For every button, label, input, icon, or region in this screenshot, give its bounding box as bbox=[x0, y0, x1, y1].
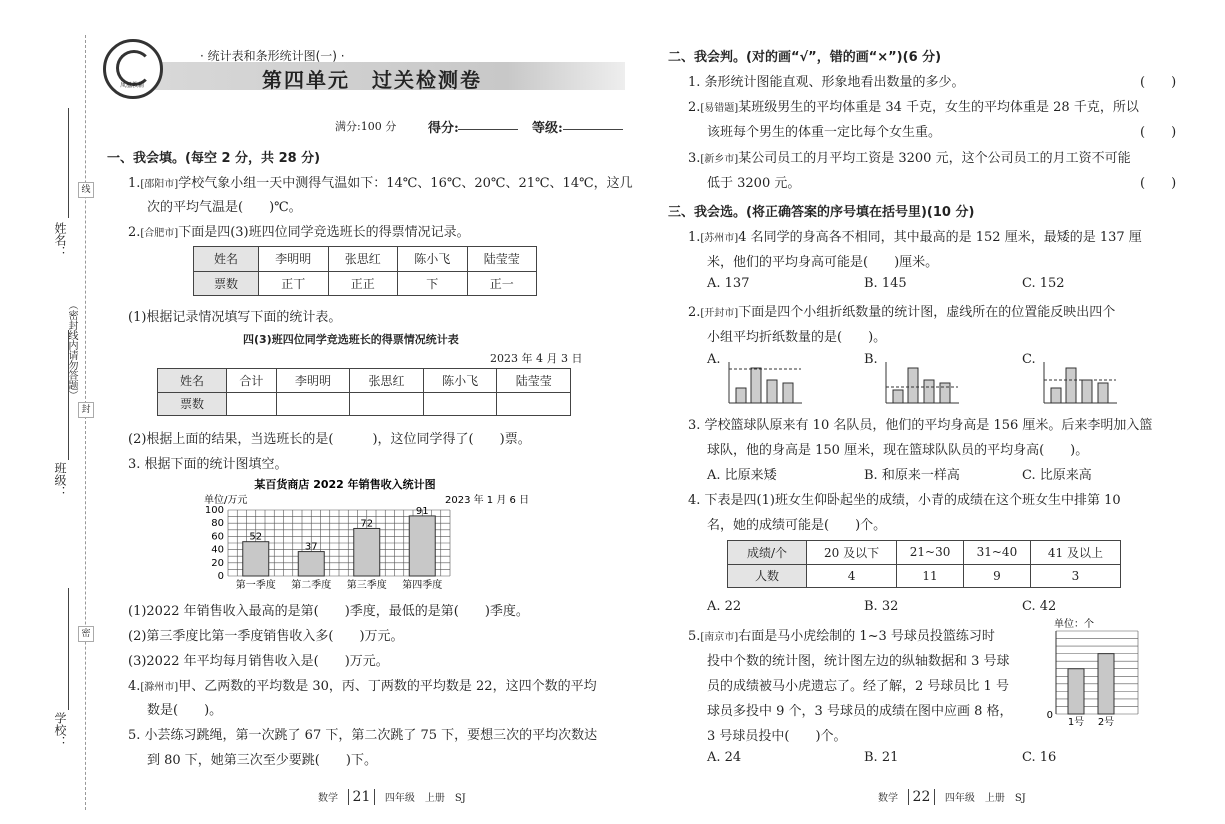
question-4 bbox=[128, 675, 597, 694]
q-text: 某公司员工的月平均工资是 3200 元，这个公司员工的月工资不可能 bbox=[738, 151, 1131, 166]
q-number: 2. bbox=[128, 225, 141, 240]
judge-2 bbox=[688, 96, 1139, 115]
score-field[interactable] bbox=[458, 115, 518, 130]
x-tick-label: 2号 bbox=[1097, 717, 1115, 728]
answer-cell[interactable] bbox=[497, 392, 571, 416]
vote-record-table bbox=[193, 246, 537, 296]
chart-unit: 单位/万元 bbox=[204, 495, 248, 506]
x-tick-label: 1号 bbox=[1067, 717, 1085, 728]
binding-dashed-line bbox=[85, 35, 86, 810]
bar-value-label: 72 bbox=[360, 518, 374, 530]
question-2-2: (2)根据上面的结果，当选班长的是( )，这位同学得了( )票。 bbox=[128, 432, 531, 447]
y-tick-label: 40 bbox=[211, 544, 224, 556]
bar-value-label: 91 bbox=[415, 505, 429, 517]
chart-date: 2023 年 1 月 6 日 bbox=[445, 495, 530, 506]
binding-mark: 封 bbox=[78, 402, 94, 418]
answer-cell[interactable] bbox=[423, 392, 497, 416]
question-2 bbox=[128, 221, 470, 240]
header-cell: 陆莹莹 bbox=[467, 247, 537, 272]
bar bbox=[1098, 654, 1114, 714]
situp-score-table bbox=[727, 540, 1121, 588]
header-cell: 张思红 bbox=[350, 369, 424, 393]
judge-2-cont: 该班每个男生的体重一定比每个女生重。 bbox=[707, 125, 942, 140]
class-label: 班级： bbox=[53, 462, 67, 498]
choice-1-cont: 米，他们的平均身高可能是( )厘米。 bbox=[707, 255, 939, 270]
stat-table-title: 四(3)班四位同学竞选班长的得票情况统计表 bbox=[243, 333, 459, 346]
option[interactable]: B. bbox=[864, 352, 878, 367]
binding-mark: 线 bbox=[78, 182, 94, 198]
header-cell: 李明明 bbox=[259, 247, 329, 272]
choice-4: 4. 下表是四(1)班女生仰卧起坐的成绩，小青的成绩在这个班女生中排第 10 bbox=[688, 493, 1121, 508]
x-tick-label: 第三季度 bbox=[346, 580, 387, 591]
chart-title: 某百货商店 2022 年销售收入统计图 bbox=[254, 478, 436, 491]
bar bbox=[1068, 669, 1084, 714]
y-tick-label: 0 bbox=[217, 571, 224, 582]
header-cell: 陈小飞 bbox=[398, 247, 468, 272]
score-label: 得分: bbox=[428, 121, 459, 136]
binding-mark: 密 bbox=[78, 626, 94, 642]
header-cell: 李明明 bbox=[276, 369, 350, 393]
section-2-heading: 二、我会判。(对的画“√”，错的画“×”)(6 分) bbox=[668, 50, 942, 65]
header-cell: 陈小飞 bbox=[423, 369, 497, 393]
option[interactable]: B. 21 bbox=[864, 750, 899, 765]
q-text: 下面是四(3)班四位同学竞选班长的得票情况记录。 bbox=[178, 225, 470, 240]
y-tick-label: 100 bbox=[204, 505, 224, 516]
count-cell: 11 bbox=[897, 564, 964, 588]
mini-bar bbox=[940, 383, 950, 403]
q-text: 下面是四个小组折纸数量的统计图，虚线所在的位置能反映出四个 bbox=[738, 305, 1116, 320]
question-4-cont: 数是( )。 bbox=[147, 703, 223, 718]
judge-3 bbox=[688, 147, 1131, 166]
q-text: 右面是马小虎绘制的 1~3 号球员投篮练习时 bbox=[738, 629, 995, 644]
tally-cell: 下 bbox=[398, 271, 468, 296]
unit-subtitle: · 统计表和条形统计图(一) · bbox=[200, 49, 345, 63]
question-1-cont: 次的平均气温是( )℃。 bbox=[147, 200, 302, 215]
source-tag: [新乡市] bbox=[700, 154, 739, 165]
school-label: 学校： bbox=[53, 712, 67, 748]
x-tick-label: 第四季度 bbox=[402, 580, 443, 591]
page-footer bbox=[878, 789, 1026, 805]
option[interactable]: A. 比原来矮 bbox=[707, 468, 777, 483]
choice-5-line4: 球员多投中 9 个，3 号球员的成绩在图中应画 8 格， bbox=[707, 704, 1013, 719]
mini-bar bbox=[783, 383, 793, 403]
mini-bar bbox=[924, 380, 934, 403]
choice-2 bbox=[688, 301, 1115, 320]
mini-chart-b[interactable] bbox=[884, 360, 959, 404]
bar bbox=[409, 516, 435, 576]
name-label: 姓名： bbox=[53, 222, 67, 258]
q-number: 1. bbox=[688, 230, 701, 245]
section-3-heading: 三、我会选。(将正确答案的序号填在括号里)(10 分) bbox=[668, 205, 975, 220]
source-tag: [易错题] bbox=[700, 103, 739, 114]
row-label: 票数 bbox=[158, 392, 227, 416]
bar bbox=[354, 528, 380, 576]
tally-cell: 正丅 bbox=[259, 271, 329, 296]
sales-chart bbox=[200, 475, 530, 593]
mini-chart-a[interactable] bbox=[727, 360, 802, 404]
mini-bar bbox=[908, 368, 918, 403]
header-cell: 姓名 bbox=[158, 369, 227, 393]
tally-cell: 正一 bbox=[467, 271, 537, 296]
bar-value-label: 52 bbox=[249, 531, 263, 543]
choice-5 bbox=[688, 625, 995, 644]
name-line bbox=[68, 108, 69, 218]
y-tick-label: 0 bbox=[1046, 710, 1053, 721]
mini-bar bbox=[1082, 380, 1092, 403]
header-cell: 21~30 bbox=[897, 541, 964, 565]
full-score: 满分:100 分 bbox=[335, 120, 397, 133]
section-1-heading: 一、我会填。(每空 2 分，共 28 分) bbox=[107, 151, 321, 166]
tally-cell: 正正 bbox=[328, 271, 398, 296]
count-cell: 3 bbox=[1030, 564, 1120, 588]
logo-text: 凤凰教辅 bbox=[120, 82, 145, 89]
school-line bbox=[68, 588, 69, 710]
question-1 bbox=[128, 172, 633, 191]
row-label: 人数 bbox=[728, 564, 807, 588]
mini-bar bbox=[893, 390, 903, 403]
header-cell: 41 及以上 bbox=[1030, 541, 1120, 565]
header-cell: 20 及以下 bbox=[807, 541, 897, 565]
q-text: 4 名同学的身高各不相同，其中最高的是 152 厘米，最矮的是 137 厘 bbox=[738, 230, 1142, 245]
q-number: 3. bbox=[688, 151, 701, 166]
judge-3-cont: 低于 3200 元。 bbox=[707, 176, 801, 191]
page-title: 第四单元 过关检测卷 bbox=[262, 68, 482, 92]
question-3: 3. 根据下面的统计图填空。 bbox=[128, 457, 288, 472]
mini-bar bbox=[1066, 368, 1076, 403]
q-number: 2. bbox=[688, 305, 701, 320]
mini-chart-c[interactable] bbox=[1042, 360, 1117, 404]
source-tag: [邵阳市] bbox=[140, 179, 179, 190]
answer-cell[interactable] bbox=[350, 392, 424, 416]
option[interactable]: B. 和原来一样高 bbox=[864, 468, 960, 483]
seal-note: （密封线内请勿答题） bbox=[66, 300, 77, 400]
chart-unit: 单位：个 bbox=[1054, 619, 1094, 630]
bar-value-label: 37 bbox=[304, 541, 318, 553]
header-cell: 陆莹莹 bbox=[497, 369, 571, 393]
option[interactable]: A. 22 bbox=[707, 599, 742, 614]
header-cell: 合计 bbox=[227, 369, 277, 393]
x-tick-label: 第二季度 bbox=[291, 580, 332, 591]
question-2-1: (1)根据记录情况填写下面的统计表。 bbox=[128, 310, 342, 325]
q-text: 学校气象小组一天中测得气温如下：14℃、16℃、20℃、21℃、14℃，这几 bbox=[178, 176, 633, 191]
answer-cell[interactable] bbox=[276, 392, 350, 416]
option[interactable]: C. 152 bbox=[1022, 276, 1065, 291]
choice-5-line3: 员的成绩被马小虎遗忘了。经了解，2 号球员比 1 号 bbox=[707, 679, 1009, 694]
grade-label: 等级: bbox=[532, 121, 563, 136]
page-number: 21 bbox=[348, 789, 376, 805]
footer-grade: 四年级 上册 SJ bbox=[384, 793, 466, 804]
q-text: 甲、乙两数的平均数是 30，丙、丁两数的平均数是 22，这四个数的平均 bbox=[178, 679, 597, 694]
question-5: 5. 小芸练习跳绳，第一次跳了 67 下，第二次跳了 75 下，要想三次的平均次数达 bbox=[128, 728, 598, 743]
option[interactable]: C. bbox=[1022, 352, 1036, 367]
footer-grade: 四年级 上册 SJ bbox=[944, 793, 1026, 804]
publisher-logo bbox=[103, 39, 163, 99]
header-cell: 成绩/个 bbox=[728, 541, 807, 565]
option[interactable]: C. 42 bbox=[1022, 599, 1057, 614]
y-tick-label: 80 bbox=[211, 518, 224, 530]
answer-paren[interactable]: ( ) bbox=[1140, 75, 1177, 90]
row-label: 票数 bbox=[194, 271, 259, 296]
choice-5-line5: 3 号球员投中( )个。 bbox=[707, 729, 847, 744]
q-number: 2. bbox=[688, 100, 701, 115]
count-cell: 9 bbox=[963, 564, 1030, 588]
source-tag: [南京市] bbox=[700, 632, 739, 643]
grade-field[interactable] bbox=[563, 115, 623, 130]
mini-bar bbox=[736, 388, 746, 403]
bar bbox=[298, 552, 324, 576]
mini-bar bbox=[751, 368, 761, 403]
mini-bar bbox=[1051, 388, 1061, 403]
answer-paren[interactable]: ( ) bbox=[1140, 125, 1177, 140]
y-tick-label: 20 bbox=[211, 557, 224, 569]
header-cell: 张思红 bbox=[328, 247, 398, 272]
option[interactable]: A. bbox=[707, 352, 721, 367]
option[interactable]: A. 137 bbox=[707, 276, 750, 291]
choice-4-cont: 名，她的成绩可能是( )个。 bbox=[707, 518, 887, 533]
footer-subject: 数学 bbox=[878, 793, 898, 804]
choice-2-cont: 小组平均折纸数量的是( )。 bbox=[707, 330, 887, 345]
x-tick-label: 第一季度 bbox=[235, 580, 276, 591]
choice-5-line2: 投中个数的统计图，统计图左边的纵轴数据和 3 号球 bbox=[707, 654, 1010, 669]
option[interactable]: B. 145 bbox=[864, 276, 907, 291]
source-tag: [苏州市] bbox=[700, 233, 739, 244]
option[interactable]: C. 比原来高 bbox=[1022, 468, 1092, 483]
footer-subject: 数学 bbox=[318, 793, 338, 804]
header-cell: 31~40 bbox=[963, 541, 1030, 565]
option[interactable]: A. 24 bbox=[707, 750, 742, 765]
class-line bbox=[68, 330, 69, 460]
bar bbox=[243, 542, 269, 576]
source-tag: [合肥市] bbox=[140, 228, 179, 239]
question-5-cont: 到 80 下，她第三次至少要跳( )下。 bbox=[147, 753, 377, 768]
player-chart bbox=[1040, 617, 1140, 729]
judge-1: 1. 条形统计图能直观、形象地看出数量的多少。 bbox=[688, 75, 965, 90]
header-cell: 姓名 bbox=[194, 247, 259, 272]
source-tag: [开封市] bbox=[700, 308, 739, 319]
y-tick-label: 60 bbox=[211, 531, 224, 543]
stat-table-date: 2023 年 4 月 3 日 bbox=[490, 352, 583, 365]
answer-paren[interactable]: ( ) bbox=[1140, 176, 1177, 191]
page-footer bbox=[318, 789, 466, 805]
count-cell: 4 bbox=[807, 564, 897, 588]
option[interactable]: B. 32 bbox=[864, 599, 899, 614]
q-text: 某班级男生的平均体重是 34 千克，女生的平均体重是 28 千克，所以 bbox=[738, 100, 1139, 115]
question-3-2: (2)第三季度比第一季度销售收入多( )万元。 bbox=[128, 629, 404, 644]
vote-stat-table bbox=[157, 368, 571, 416]
answer-cell[interactable] bbox=[227, 392, 277, 416]
page-number: 22 bbox=[908, 789, 936, 805]
source-tag: [滁州市] bbox=[140, 682, 179, 693]
question-3-3: (3)2022 年平均每月销售收入是( )万元。 bbox=[128, 654, 389, 669]
mini-bar bbox=[767, 380, 777, 403]
option[interactable]: C. 16 bbox=[1022, 750, 1057, 765]
q-number: 5. bbox=[688, 629, 701, 644]
q-number: 1. bbox=[128, 176, 141, 191]
choice-3: 3. 学校篮球队原来有 10 名队员，他们的平均身高是 156 厘米。后来李明加入篮 bbox=[688, 418, 1153, 433]
mini-bar bbox=[1098, 383, 1108, 403]
choice-3-cont: 球队，他的身高是 150 厘米，现在篮球队队员的平均身高( )。 bbox=[707, 443, 1089, 458]
choice-1 bbox=[688, 226, 1142, 245]
q-number: 4. bbox=[128, 679, 141, 694]
question-3-1: (1)2022 年销售收入最高的是第( )季度，最低的是第( )季度。 bbox=[128, 604, 529, 619]
